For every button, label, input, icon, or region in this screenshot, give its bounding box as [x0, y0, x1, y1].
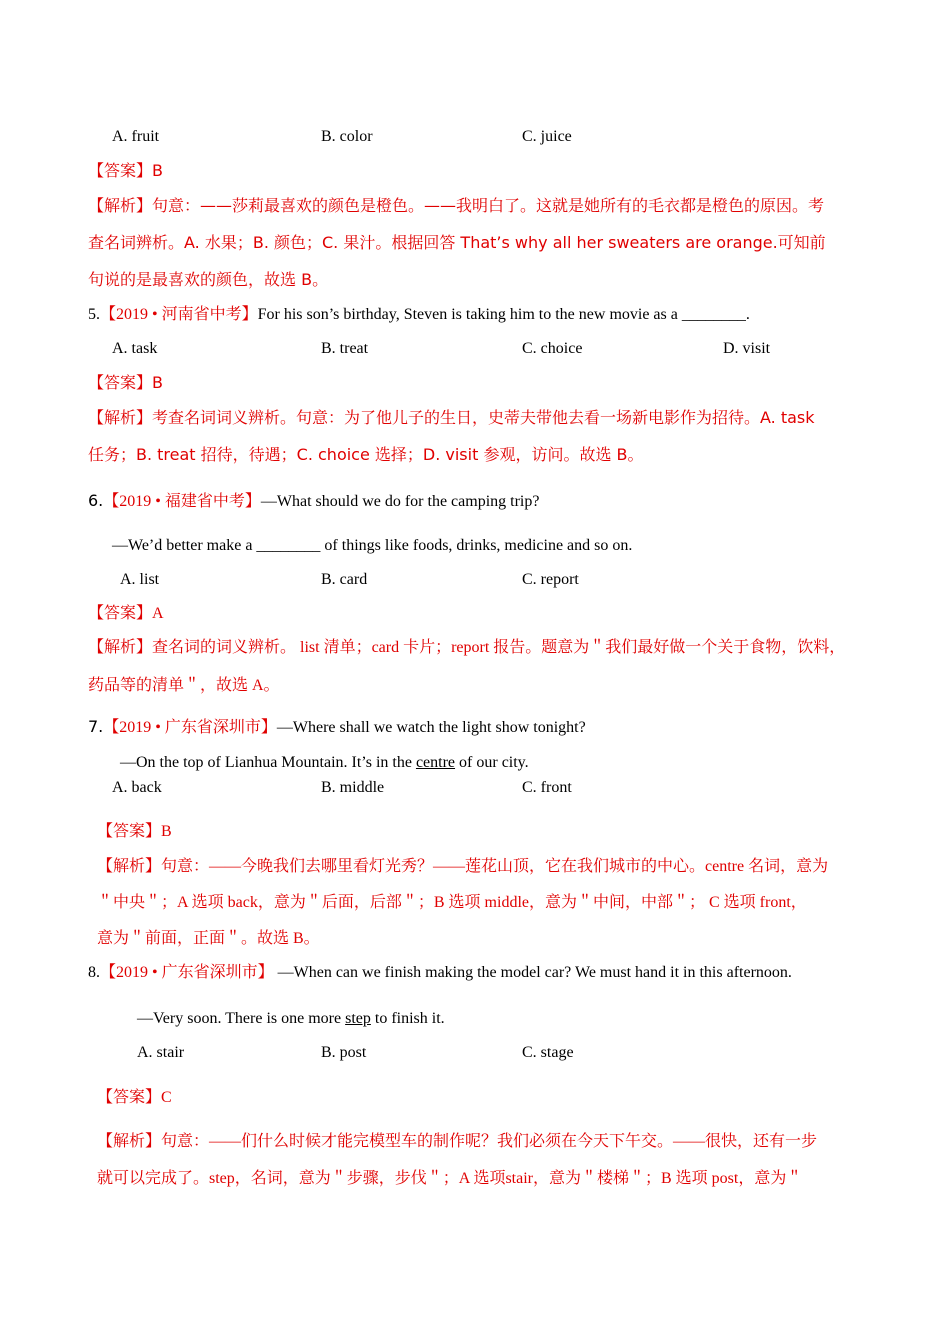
question-number: 7. — [88, 717, 104, 736]
question-source: 【2019 • 福建省中考】 — [103, 493, 261, 510]
question-6 — [88, 491, 539, 512]
analysis-8-line-1: 【解析】句意：——们什么时候才能完模型车的制作呢？我们必须在今天下午交。——很快，还有一步 — [97, 1133, 818, 1150]
option-c: C. stage — [522, 1044, 574, 1061]
reply-text: —Very soon. There is one more — [137, 1010, 346, 1027]
question-stem: For his son’s birthday, Steven is taking him to the new movie as a ________. — [257, 306, 750, 323]
answer-6: 【答案】A — [88, 605, 164, 622]
option-c: C. juice — [522, 128, 572, 145]
question-stem: —Where shall we watch the light show tonight? — [276, 719, 586, 736]
analysis-5-line-2: 任务；B. treat 招待，待遇；C. choice 选择；D. visit 参观，访问。故选 B。 — [88, 445, 644, 464]
option-b: B. treat — [321, 340, 369, 357]
analysis-8-line-2: 就可以完成了。step，名词，意为＂步骤，步伐＂；A 选项stair，意为＂楼梯＂；B 选项 post，意为＂ — [97, 1170, 803, 1187]
underlined-word: centre — [415, 754, 456, 771]
option-b: B. post — [321, 1044, 367, 1061]
option-b: B. middle — [321, 779, 385, 796]
question-5 — [88, 305, 750, 325]
option-a: A. list — [120, 571, 160, 588]
analysis-7-line-2: ＂中央＂；A 选项 back，意为＂后面，后部＂；B 选项 middle，意为＂中间，中部＂； C 选项 front， — [97, 894, 807, 911]
option-a: A. back — [112, 779, 162, 796]
underlined-word: step — [345, 1010, 371, 1027]
question-7 — [88, 717, 586, 738]
question-stem: —What should we do for the camping trip? — [260, 493, 540, 510]
question-6-reply: —We’d better make a ________ of things like foods, drinks, medicine and so on. — [112, 537, 633, 554]
option-c: C. front — [522, 779, 572, 796]
answer-7: 【答案】B — [97, 823, 172, 840]
analysis-6-line-1: 【解析】查名词的词义辨析。 list 清单；card 卡片；report 报告。题意为＂我们最好做一个关于食物，饮料， — [88, 639, 846, 656]
option-c: C. choice — [522, 340, 583, 357]
option-d: D. visit — [723, 340, 771, 357]
analysis-4-line-2: 查名词辨析。A. 水果；B. 颜色；C. 果汁。根据回答 That’s why all her sweaters are orange.可知前 — [88, 233, 826, 252]
option-b: B. card — [321, 571, 368, 588]
question-number: 6. — [88, 491, 104, 510]
analysis-4-line-1: 【解析】句意：——莎莉最喜欢的颜色是橙色。——我明白了。这就是她所有的毛衣都是橙色的原因。考 — [88, 196, 825, 215]
question-7-reply — [120, 753, 529, 773]
option-a: A. task — [112, 340, 158, 357]
answer-5: 【答案】B — [88, 373, 163, 392]
reply-text-end: of our city. — [455, 754, 529, 771]
option-b: B. color — [321, 128, 373, 145]
analysis-7-line-1: 【解析】句意：——今晚我们去哪里看灯光秀？——莲花山顶，它在我们城市的中心。centre 名词，意为 — [97, 858, 829, 875]
analysis-4-line-3: 句说的是最喜欢的颜色，故选 B。 — [88, 270, 329, 289]
question-number: 8. — [88, 964, 100, 981]
answer-4: 【答案】B — [88, 161, 163, 180]
question-8-reply — [137, 1009, 445, 1029]
option-a: A. stair — [137, 1044, 185, 1061]
question-stem: —When can we finish making the model car? We must hand it in this afternoon. — [273, 964, 792, 981]
question-number: 5. — [88, 306, 100, 323]
analysis-7-line-3: 意为＂前面，正面＂。故选 B。 — [97, 930, 320, 947]
reply-text: —On the top of Lianhua Mountain. It’s in the — [120, 754, 416, 771]
answer-8: 【答案】C — [97, 1089, 172, 1106]
question-8 — [88, 963, 792, 983]
analysis-5-line-1: 【解析】考查名词词义辨析。句意：为了他儿子的生日，史蒂夫带他去看一场新电影作为招待。A. task — [88, 408, 815, 427]
question-source: 【2019 • 广东省深圳市】 — [100, 964, 274, 981]
question-source: 【2019 • 河南省中考】 — [100, 306, 258, 323]
analysis-6-line-2: 药品等的清单＂，故选 A。 — [88, 677, 280, 694]
option-a: A. fruit — [112, 128, 160, 145]
question-source: 【2019 • 广东省深圳市】 — [103, 719, 277, 736]
option-c: C. report — [522, 571, 579, 588]
reply-text-end: to finish it. — [370, 1010, 445, 1027]
